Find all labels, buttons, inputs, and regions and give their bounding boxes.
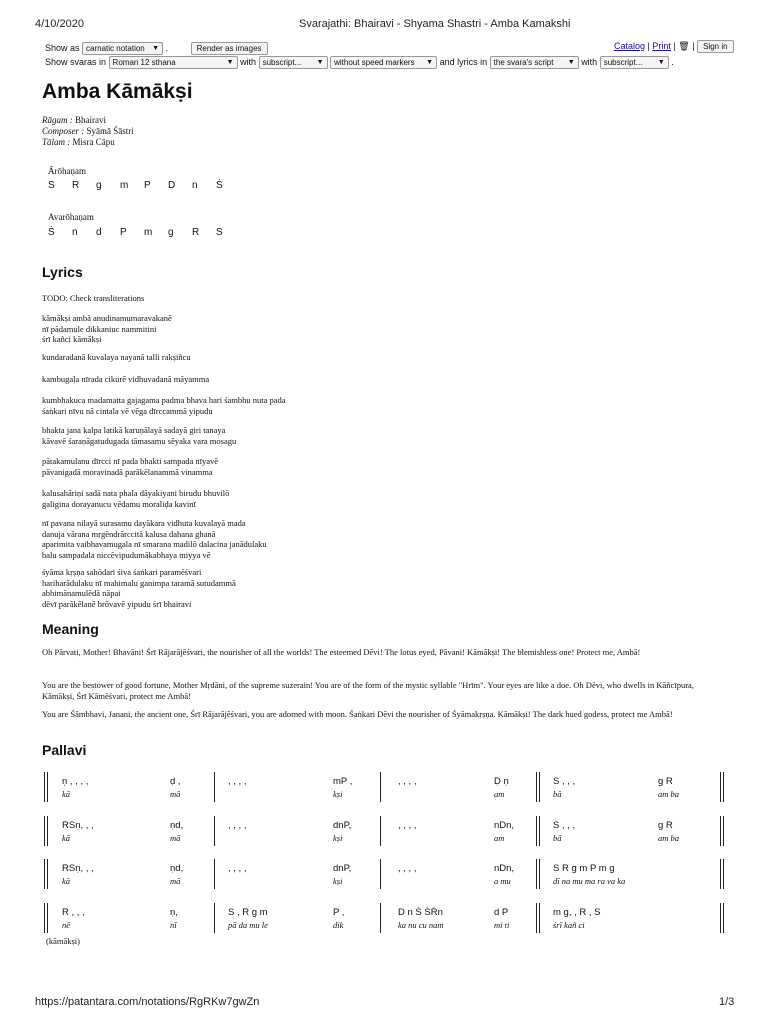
scale-note: n <box>192 180 198 191</box>
bar-line <box>47 903 48 933</box>
swara-group: RSṇ, , , <box>62 863 94 874</box>
lyric-syllable: nī <box>170 920 177 930</box>
meaning-paragraph-1: Oh Pārvati, Mother! Bhavāni! Śrī Rājarājēśvari, the nourisher of all the worlds! The esteemed Dēvi! The lotus eyed, Pāvani! Kāmākṣi! The blemishless one! Protect me, Ambā! <box>42 647 641 657</box>
show-as-select[interactable] <box>82 42 163 55</box>
print-url: https://patantara.com/notations/RgRKw7gwZn <box>35 996 260 1008</box>
swara-group: nDn, <box>494 863 515 874</box>
bar-line <box>47 816 48 846</box>
bar-line <box>536 816 537 846</box>
composer-label: Composer : <box>42 126 85 136</box>
show-as-row <box>45 42 268 55</box>
lyric-syllable: bā <box>553 833 562 843</box>
bar-line <box>44 816 45 846</box>
arohanam-label: Ārōhaṇam <box>48 166 86 176</box>
scale-note: n <box>72 227 78 238</box>
lyric-syllable: bā <box>553 789 562 799</box>
bar-line <box>536 903 537 933</box>
lyrics-line: aparimita vaibhavamugala nī smarana madilō dalacina janādulaku <box>42 539 267 549</box>
print-date: 4/10/2020 <box>35 18 84 30</box>
lyric-syllable: pā da mu le <box>228 920 268 930</box>
lyrics-todo: TODO: Check transliterations <box>42 293 145 303</box>
avarohanam-label: Avarōhaṇam <box>48 212 94 222</box>
lyrics-heading: Lyrics <box>42 264 83 280</box>
lyrics-line: kambugaḷa nīrada cikurē vidhuvadanā māyamma <box>42 374 210 384</box>
swara-group: ṇd, <box>170 820 184 831</box>
lyrics-line: kalusahāriṇi sadā nata phala dāyakiyani birudu bhuvilō <box>42 488 230 498</box>
pallavi-note: (kāmākṣi) <box>46 936 80 946</box>
bar-line <box>720 816 721 846</box>
scale-note: S <box>216 227 223 238</box>
bar-line <box>214 816 215 846</box>
bar-line <box>380 859 381 889</box>
lyrics-line: kāvavē śaraṇāgatudugada tāmasamu sēyaka vara mosagu <box>42 435 237 446</box>
lyrics-line: abhimānamulēdā nāpai <box>42 588 121 598</box>
trash-icon[interactable]: 🗑 <box>678 40 690 51</box>
link-separator: | <box>647 40 650 51</box>
swara-group: ṇ , , , , <box>62 776 89 787</box>
bar-line <box>723 859 724 889</box>
lyric-syllable: kā <box>62 789 71 799</box>
bar-line <box>47 772 48 802</box>
ragam-value: Bhairavi <box>75 115 106 125</box>
swara-group: , , , , <box>398 820 417 831</box>
subscript-select-2[interactable] <box>600 56 669 69</box>
dropdown-arrow-icon: ▼ <box>316 59 324 66</box>
lyrics-line: nī pādamule dikkaniuc nammitini <box>42 323 157 334</box>
scale-note: d <box>96 227 102 238</box>
lyric-syllable: a mu <box>494 876 511 886</box>
print-link[interactable]: Print <box>652 40 671 51</box>
top-links <box>614 40 734 53</box>
scale-note: D <box>168 180 176 191</box>
bar-line <box>536 859 537 889</box>
swara-group: S R g m P m g <box>553 863 615 874</box>
print-page-number: 1/3 <box>719 996 735 1008</box>
talam-label: Tālam : <box>42 137 71 147</box>
bar-line <box>720 859 721 889</box>
lyric-syllable: mā <box>170 789 181 799</box>
link-separator: | <box>692 40 695 51</box>
bar-line <box>723 903 724 933</box>
meaning-paragraph-2: You are the bestower of good fortune, Mother Mṛdāni, of the supreme suzerain! You are of the form of the mystic syllable "Hrīm". Your eyes are like a doe. Oh Dēvi, who dwells in Kāñcīpura, Kāmākṣi, Śrī Kāmēśvari, protect me Ambā! <box>42 680 694 701</box>
show-as-value: carnatic notation <box>86 44 145 53</box>
lyric-syllable: kṣi <box>333 789 343 799</box>
scale-note: R <box>72 180 80 191</box>
with-label: with <box>581 56 598 67</box>
scale-note: m <box>144 227 153 238</box>
lyric-syllable: am <box>494 833 505 843</box>
swara-group: P , <box>333 907 345 918</box>
lyric-syllable: kṣi <box>333 876 343 886</box>
bar-line <box>720 772 721 802</box>
bar-line <box>539 816 540 846</box>
svara-script-select[interactable] <box>109 56 238 69</box>
subscript-value: subscript... <box>603 58 643 67</box>
bar-line <box>539 859 540 889</box>
bar-line <box>380 772 381 802</box>
lyrics-line: pātakamulanu dīrcci nī pada bhakti sampada nīyavē <box>42 456 219 466</box>
dropdown-arrow-icon: ▼ <box>152 45 160 52</box>
lyric-syllable: ka nu cu nam <box>398 920 444 930</box>
swara-group: R , , , <box>62 907 85 918</box>
scale-note: m <box>120 180 129 191</box>
swara-group: dnP, <box>333 863 352 874</box>
ragam-label: Rāgam : <box>42 115 73 125</box>
swara-group: dnP, <box>333 820 352 831</box>
avarohanam-scale <box>48 227 240 238</box>
separator-dot: . <box>671 56 674 67</box>
lyric-syllable: mi ti <box>494 920 510 930</box>
composition-meta <box>42 115 134 148</box>
ragam-line <box>42 115 134 126</box>
bar-line <box>723 816 724 846</box>
talam-line <box>42 137 134 148</box>
swara-group: g R <box>658 776 673 787</box>
swara-group: nDn, <box>494 820 515 831</box>
swara-group: ḍ , <box>170 776 181 787</box>
render-images-button[interactable]: Render as images <box>191 42 268 55</box>
lyric-syllable: mā <box>170 876 181 886</box>
scale-note: R <box>192 227 200 238</box>
bar-line <box>44 772 45 802</box>
composition-title: Amba Kāmākṣi <box>42 80 193 103</box>
and-lyrics-label: and lyrics in <box>439 56 488 67</box>
swara-group: RSṇ, , , <box>62 820 94 831</box>
swara-group: mP , <box>333 776 353 787</box>
swara-group: S , R g m <box>228 907 268 918</box>
lyrics-line: śyāma kṛṣṇa sahōdari śiva śaṅkari paramēśvari <box>42 567 202 577</box>
scale-note: Ṡ <box>48 227 55 238</box>
swara-group: d P <box>494 907 509 918</box>
bar-line <box>44 903 45 933</box>
lyrics-line: nī pavana nilayā surasamu dayākara vidhuta kuvalayā mada <box>42 518 246 528</box>
bar-line <box>723 772 724 802</box>
separator-dot: . <box>165 42 169 53</box>
lyrics-line: pāvanigadā moravinadā parākēlanammā vinamma <box>42 466 213 477</box>
scale-note: P <box>120 227 127 238</box>
lyrics-script-select[interactable] <box>490 56 579 69</box>
meaning-paragraph-3: You are Śāmbhavi, Janani, the ancient one, Śrī Rājarājēśvari, you are adorned with moon. Śaṅkari Dēvi the nourisher of Śyāmakṛṣṇa. Kāmākṣi! The dark hued godess, protect me Ambā! <box>42 709 673 719</box>
lyrics-line: kāmākṣi ambā anudinamumaravakanē <box>42 313 172 323</box>
lyrics-line: dēvī parākēlanē brōvavē yipudu śrī bhairavi <box>42 598 192 609</box>
catalog-link[interactable]: Catalog <box>614 40 646 51</box>
swara-group: , , , , <box>398 863 417 874</box>
lyrics-script-value: the svara's script <box>493 58 554 67</box>
print-title: Svarajathi: Bhairavi - Shyama Shastri - Amba Kamakshi <box>299 18 571 30</box>
lyrics-line: śaṅkari nīvu nā cintala vē vēga dīrccammā yipudu <box>42 405 213 416</box>
dropdown-arrow-icon: ▼ <box>426 59 434 66</box>
swara-group: g R <box>658 820 673 831</box>
bar-line <box>536 772 537 802</box>
swara-group: , , , , <box>228 776 247 787</box>
swara-group: S , , , <box>553 820 576 831</box>
lyric-syllable: am <box>494 789 505 799</box>
bar-line <box>720 903 721 933</box>
bar-line <box>47 859 48 889</box>
svara-script-value: Roman 12 sthana <box>112 58 176 67</box>
lyric-syllable: śrī kañ ci <box>553 920 585 930</box>
show-svaras-row <box>45 56 674 69</box>
lyrics-line: danuja vārana mṛgēndrārccitā kalusa dahana ghanā <box>42 528 216 539</box>
scale-note: P <box>144 180 151 191</box>
bar-line <box>214 903 215 933</box>
bar-line <box>380 816 381 846</box>
subscript-select[interactable] <box>259 56 328 69</box>
bar-line <box>214 859 215 889</box>
lyric-syllable: am ba <box>658 789 680 799</box>
link-separator: | <box>673 40 676 51</box>
bar-line <box>539 772 540 802</box>
lyrics-line: śrī kañci kāmākṣi <box>42 334 102 344</box>
show-as-label: Show as <box>45 42 80 53</box>
signin-button[interactable]: Sign in <box>697 40 733 53</box>
dropdown-arrow-icon: ▼ <box>226 59 234 66</box>
pallavi-heading: Pallavi <box>42 742 87 758</box>
lyric-syllable: dī na mu ma ra va ka <box>553 876 626 886</box>
with-label: with <box>240 56 257 67</box>
lyric-syllable: mā <box>170 833 181 843</box>
lyrics-line: galigina dorayanucu vēdamu moraliḍa kavinī <box>42 498 196 509</box>
lyrics-line: balu sampadala niccēvipudumākabhaya miyya vē <box>42 549 211 560</box>
lyrics-line: kumbhakuca madamatta gajagama padma bhava hari śambhu nuta pada <box>42 395 286 405</box>
dropdown-arrow-icon: ▼ <box>567 59 575 66</box>
swara-group: , , , , <box>228 820 247 831</box>
show-svaras-label: Show svaras in <box>45 56 107 67</box>
lyric-syllable: nē <box>62 920 71 930</box>
scale-note: g <box>168 227 174 238</box>
bar-line <box>380 903 381 933</box>
swara-group: Ḍ ṇ <box>494 776 509 787</box>
lyric-syllable: kā <box>62 876 71 886</box>
lyric-syllable: dik <box>333 920 344 930</box>
bar-line <box>539 903 540 933</box>
swara-group: m g, , R , S <box>553 907 601 918</box>
swara-group: ṇd, <box>170 863 184 874</box>
speed-markers-value: without speed markers <box>334 58 415 67</box>
meaning-heading: Meaning <box>42 621 99 637</box>
lyric-syllable: am ba <box>658 833 680 843</box>
scale-note: g <box>96 180 102 191</box>
composer-value: Syāmā Śāstri <box>86 126 134 136</box>
speed-markers-select[interactable] <box>330 56 437 69</box>
lyrics-line: hariharādulaku nī mahimalu ganimpa taramā sutudammā <box>42 577 236 588</box>
lyrics-line: bhakta jana kalpa latikā karuṇālayā sadayā giri tanaya <box>42 425 226 435</box>
talam-value: Misra Cāpu <box>72 137 115 147</box>
dropdown-arrow-icon: ▼ <box>657 59 665 66</box>
swara-group: , , , , <box>228 863 247 874</box>
swara-group: S , , , <box>553 776 576 787</box>
lyric-syllable: kṣi <box>333 833 343 843</box>
subscript-value: subscript... <box>262 58 302 67</box>
scale-note: S <box>48 180 55 191</box>
lyric-syllable: kā <box>62 833 71 843</box>
bar-line <box>214 772 215 802</box>
swara-group: D n Ṡ ṠṘn <box>398 907 443 918</box>
arohanam-scale <box>48 180 240 191</box>
swara-group: , , , , <box>398 776 417 787</box>
swara-group: ṇ, <box>170 907 178 918</box>
scale-note: Ṡ <box>216 180 223 191</box>
bar-line <box>44 859 45 889</box>
composer-line <box>42 126 134 137</box>
lyrics-line: kundaradanā kuvalaya nayanā talli rakṣiñcu <box>42 352 191 362</box>
